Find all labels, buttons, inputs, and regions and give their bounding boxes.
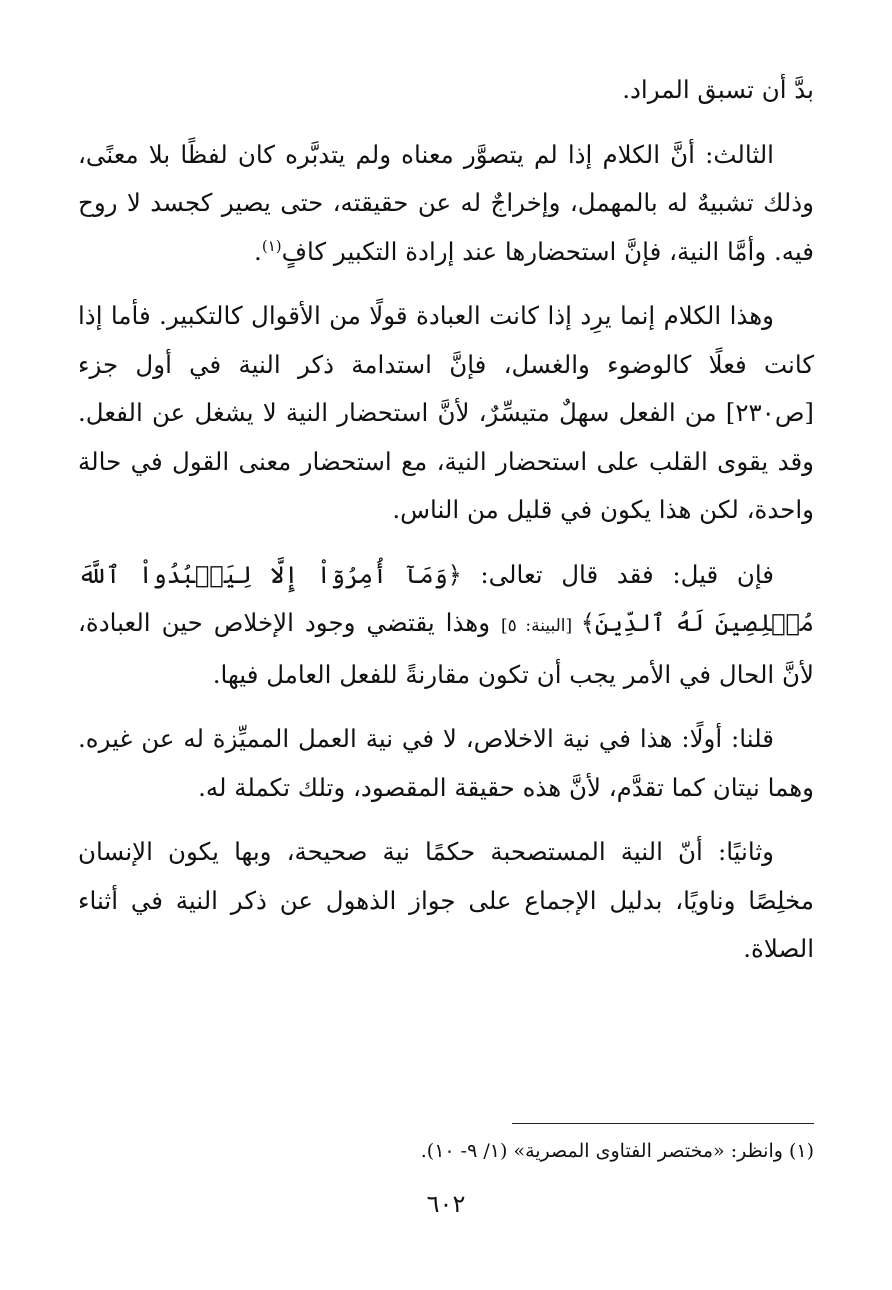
page-body — [78, 66, 814, 990]
page-number: ٦٠٢ — [426, 1190, 466, 1218]
footnote-separator — [512, 1123, 814, 1124]
paragraph-answer-first: قلنا: أولًا: هذا في نية الاخلاص، لا في نية العمل المميِّزة له عن غيره. وهما نيتان كما تقدَّم، لأنَّ هذه حقيقة المقصود، وتلك تكملة له. — [78, 724, 814, 802]
quran-verse: ﴿وَمَآ أُمِرُوٓاْ إِلَّا لِيَعۡبُدُواْ ٱللَّهَ مُخۡلِصِينَ لَهُ ٱلدِّينَ﴾ — [78, 560, 815, 637]
paragraph-answer-second: وثانيًا: أنّ النية المستصحبة حكمًا نية صحيحة، وبها يكون الإنسان مخلِصًا وناويًا، بدليل الإجماع على جواز الذهول عن ذكر النية في أثناء الصلاة. — [78, 837, 814, 963]
paragraph-third-point — [78, 131, 814, 277]
paragraph-text: الثالث: أنَّ الكلام إذا لم يتصوَّر معناه ولم يتدبَّره كان لفظًا بلا معنًى، وذلك تشبيهٌ له بالمهمل، وإخراجٌ له عن حقيقته، حتى يصير كجسد لا روح فيه. وأمَّا النية، فإنَّ استحضارها عند إرادة التكبير كافٍ — [78, 139, 814, 266]
verse-reference: [البينة: ٥] — [501, 616, 581, 636]
footnote: (١) وانظر: «مختصر الفتاوى المصرية» (١/ ٩- ١٠). — [420, 1140, 814, 1162]
footnote-marker[interactable]: (١) — [261, 236, 282, 255]
objection-intro: فإن قيل: فقد قال تعالى: — [461, 559, 774, 589]
paragraph-tail: . — [254, 236, 262, 266]
objection-rest: وهذا يقتضي وجود الإخلاص حين العبادة، لأنَّ الحال في الأمر يجب أن تكون مقارنةً للفعل العامل فيها. — [78, 608, 814, 689]
paragraph-objection — [78, 551, 814, 700]
paragraph-continuation: بدَّ أن تسبق المراد. — [622, 75, 814, 104]
paragraph-speech-and-action: وهذا الكلام إنما يرِد إذا كانت العبادة قولًا من الأقوال كالتكبير. فأما إذا كانت فعلًا كالوضوء والغسل، فإنَّ استدامة ذكر النية في أول جزء [ص٢٣٠] من الفعل سهلٌ متيسِّرٌ، لأنَّ استحضار النية لا يشغل عن الفعل. وقد يقوى القلب على استحضار النية، مع استحضار معنى القول في حالة واحدة، لكن هذا يكون في قليل من الناس. — [78, 301, 814, 524]
